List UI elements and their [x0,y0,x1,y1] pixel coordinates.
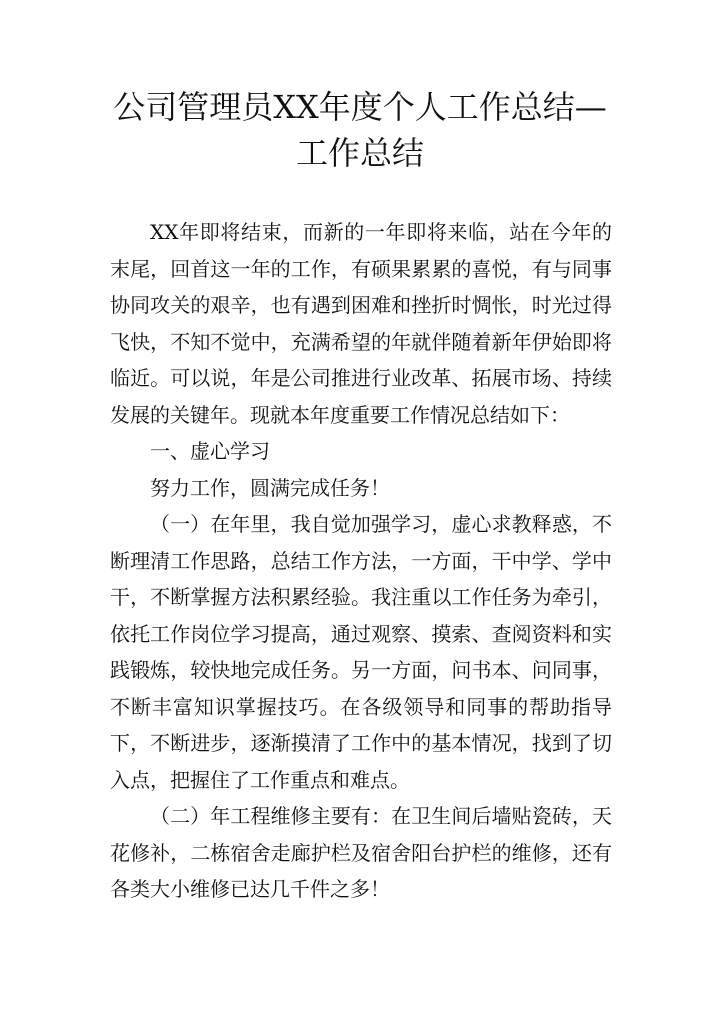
section-heading: 一、虚心学习 [150,439,270,463]
maintenance-paragraph: （二）年工程维修主要有：在卫生间后墙贴瓷砖，天花修补，二栋宿舍走廊护栏及宿舍阳台护栏的维修，还有各类大小维修已达几千件之多！ [110,804,612,901]
section-subheading: 努力工作，圆满完成任务！ [150,475,390,500]
document-body [110,214,612,908]
intro-paragraph: XX年即将结束，而新的一年即将来临，站在今年的末尾，回首这一年的工作，有硕果累累的喜悦，有与同事协同攻关的艰辛，也有遇到困难和挫折时惆怅，时光过得飞快，不知不觉中，充满希望的年就伴随着新年伊始即将临近。可以说，年是公司推进行业改革、拓展市场、持续发展的关键年。现就本年度重要工作情况总结如下： [110,220,612,427]
document-title: 公司管理员XX年度个人工作总结—工作总结 [113,88,607,172]
study-paragraph: （一）在年里，我自觉加强学习，虚心求教释惑，不断理清工作思路，总结工作方法，一方面，干中学、学中干，不断掌握方法积累经验。我注重以工作任务为牵引，依托工作岗位学习提高，通过观察、摸索、查阅资料和实践锻炼，较快地完成任务。另一方面，问书本、问同事，不断丰富知识掌握技巧。在各级领导和同事的帮助指导下，不断进步，逐渐摸清了工作中的基本情况，找到了切入点，把握住了工作重点和难点。 [110,512,612,792]
